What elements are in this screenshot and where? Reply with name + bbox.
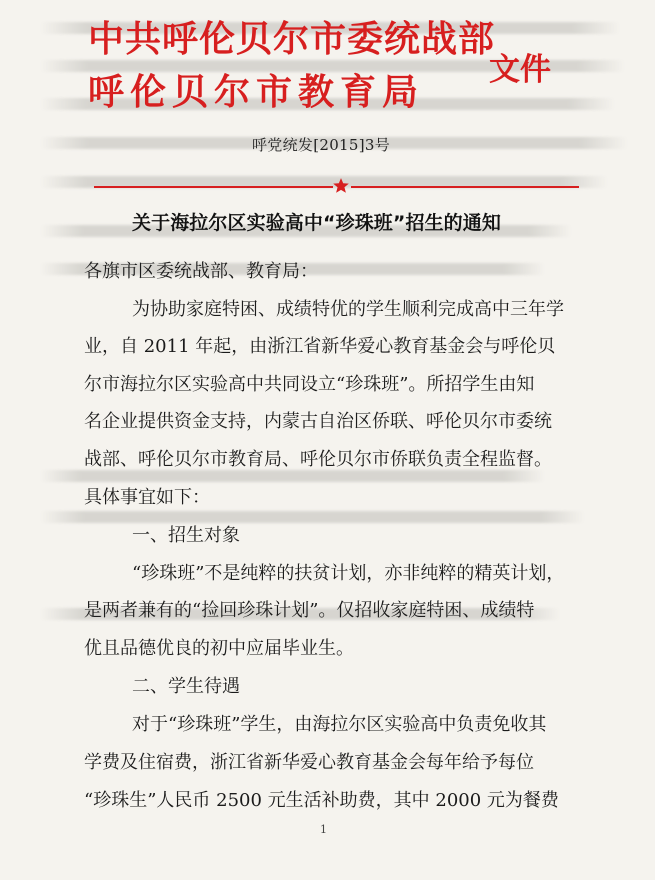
paragraph-line: 优且品德优良的初中应届毕业生。 bbox=[84, 638, 354, 659]
document-label: 文件 bbox=[489, 52, 551, 88]
paragraph-line: “珍珠生”人民币 2500 元生活补助费，其中 2000 元为餐费 bbox=[84, 790, 559, 811]
paragraph-line: 业，自 2011 年起，由浙江省新华爱心教育基金会与呼伦贝 bbox=[84, 336, 556, 357]
bleed-line bbox=[40, 511, 585, 523]
paragraph-line: 具体事宜如下： bbox=[84, 487, 210, 508]
issuing-agency-secondary: 呼伦贝尔市教育局 bbox=[88, 71, 425, 113]
red-divider-right bbox=[351, 186, 579, 188]
paragraph-line: 尔市海拉尔区实验高中共同设立“珍珠班”。所招学生由知 bbox=[84, 374, 535, 395]
page-number: 1 bbox=[320, 823, 327, 836]
red-star-icon bbox=[332, 177, 350, 195]
document-number: 呼党统发[2015]3号 bbox=[252, 136, 391, 154]
paragraph-line: 学费及住宿费，浙江省新华爱心教育基金会每年给予每位 bbox=[84, 752, 534, 773]
paragraph-line: 是两者兼有的“捡回珍珠计划”。仅招收家庭特困、成绩特 bbox=[84, 600, 535, 621]
paragraph-line: 战部、呼伦贝尔市教育局、呼伦贝尔市侨联负责全程监督。 bbox=[84, 449, 552, 470]
paragraph-line: “珍珠班”不是纯粹的扶贫计划，亦非纯粹的精英计划， bbox=[132, 563, 565, 584]
red-divider-left bbox=[94, 186, 333, 188]
paragraph-line: 对于“珍珠班”学生，由海拉尔区实验高中负责免收其 bbox=[132, 714, 547, 735]
notice-title: 关于海拉尔区实验高中“珍珠班”招生的通知 bbox=[132, 212, 501, 234]
issuing-agency-primary: 中共呼伦贝尔市委统战部 bbox=[88, 18, 496, 60]
section-heading: 一、招生对象 bbox=[132, 525, 240, 546]
section-heading: 二、学生待遇 bbox=[132, 676, 240, 697]
paragraph-line: 名企业提供资金支持，内蒙古自治区侨联、呼伦贝尔市委统 bbox=[84, 411, 552, 432]
paragraph-line: 为协助家庭特困、成绩特优的学生顺利完成高中三年学 bbox=[132, 299, 564, 320]
salutation: 各旗市区委统战部、教育局： bbox=[84, 261, 318, 282]
